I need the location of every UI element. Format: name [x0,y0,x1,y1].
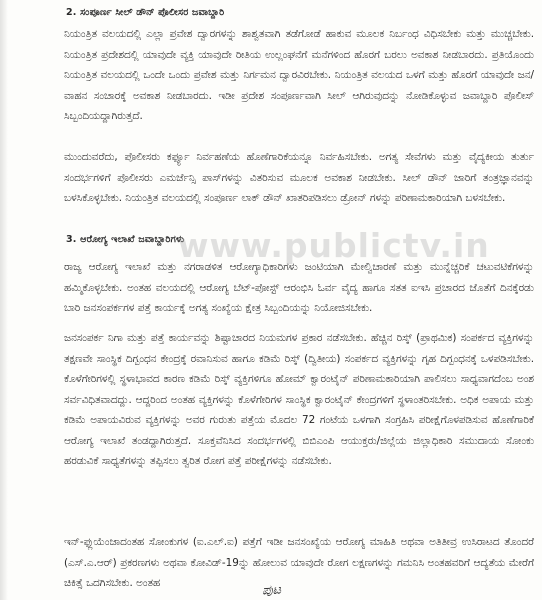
section-3-heading: 3. ಆರೋಗ್ಯ ಇಲಾಖೆ ಜವಾಬ್ದಾರಿಗಳು [66,234,185,245]
section-2-paragraph-1: ನಿಯಂತ್ರಿತ ವಲಯದಲ್ಲಿ ಎಲ್ಲಾ ಪ್ರವೇಶ ದ್ವಾರಗಳನ್ನು ಶಾಶ್ವತವಾಗಿ ತಡೆಗೋಡೆ ಹಾಕುವ ಮೂಲಕ ನಿರ್ಬಂಧ ವಿಧಿಸಬೇಕು ಮತ್ತು ಮುಚ್ಚಬೇಕು. ನಿಯಂತ್ರಿತ ಪ್ರದೇಶದಲ್ಲಿ ಯಾವುದೇ ವ್ಯಕ್ತಿ ಯಾವುದೇ ರೀತಿಯ ಉಲ್ಲಂಘನೆಗೆ ಮನೆಗಳಿಂದ ಹೊರಗೆ ಬರಲು ಅವಕಾಶ ನೀಡಬಾರದು. ಪ್ರತಿಯೊಂದು ನಿಯಂತ್ರಿತ ವಲಯದಲ್ಲಿ ಒಂದೇ ಒಂದು ಪ್ರವೇಶ ಮತ್ತು ನಿರ್ಗಮನ ದ್ವಾರವಿರಬೇಕು. ನಿಯಂತ್ರಿತ ವಲಯದ ಒಳಗೆ ಮತ್ತು ಹೊರಗೆ ಯಾವುದೇ ಜನ/ವಾಹನ ಸಂಚಾರಕ್ಕೆ ಅವಕಾಶ ನೀಡಬಾರದು. ಇಡೀ ಪ್ರದೇಶ ಸಂಪೂರ್ಣವಾಗಿ ಸೀಲ್ ಆಗಿರುವುದನ್ನು ನೋಡಿಕೊಳ್ಳುವ ಜವಾಬ್ದಾರಿ ಪೊಲೀಸ್ ಸಿಬ್ಬಂದಿಯದ್ದಾಗಿರುತ್ತದೆ. [64,28,534,122]
publictv-watermark: www.publictv.in [178,226,490,265]
section-3-paragraph-2: ಜನಸಂಪರ್ಕ ನಿಗಾ ಮತ್ತು ಪತ್ತೆ ಕಾರ್ಯವನ್ನು ಶಿಷ್ಟಾಚಾರದ ನಿಯಮಗಳ ಪ್ರಕಾರ ನಡೆಸಬೇಕು. ಹೆಚ್ಚಿನ ರಿಸ್ಕ್ (ಪ್ರಾಥಮಿಕ) ಸಂಪರ್ಕದ ವ್ಯಕ್ತಿಗಳನ್ನು ತಕ್ಷಣವೇ ಸಾಂಸ್ಥಿಕ ದಿಗ್ಬಂಧನ ಕೇಂದ್ರಕ್ಕೆ ರವಾನಿಸುವ ಹಾಗೂ ಕಡಿಮೆ ರಿಸ್ಕ್ (ದ್ವಿತೀಯ) ಸಂಪರ್ಕದ ವ್ಯಕ್ತಿಗಳನ್ನು ಗೃಹ ದಿಗ್ಬಂಧನಕ್ಕೆ ಒಳಪಡಿಸಬೇಕು. ಕೊಳೆಗೇರಿಗಳಲ್ಲಿ ಸ್ಥಳಾಭಾವದ ಕಾರಣ ಕಡಿಮೆ ರಿಸ್ಕ್ ವ್ಯಕ್ತಿಗಳಿಗೂ ಹೋಮ್ ಕ್ವಾರಂಟೈನ್ ಪರಿಣಾಮಕಾರಿಯಾಗಿ ಪಾಲಿಸಲು ಸಾಧ್ಯವಾಗದೆಂಬ ಅಂಶ ಸರ್ವವಿಧಿತವಾದದ್ದು. ಆದ್ದರಿಂದ ಅಂತಹ ವ್ಯಕ್ತಿಗಳನ್ನು ಕೊಳೆಗೇರಿಗಳ ಸಾಂಸ್ಥಿಕ ಕ್ವಾರಂಟೈನ್ ಕೇಂದ್ರಗಳಿಗೆ ಸ್ಥಳಾಂತರಿಸಬೇಕು. ಅಧಿಕ ಅಪಾಯ ಮತ್ತು ಕಡಿಮೆ ಅಪಾಯವಿರುವ ವ್ಯಕ್ತಿಗಳನ್ನು ಅವರ ಗುರುತು ಪತ್ತೆಯ ಮೊದಲ 72 ಗಂಟೆಯ ಒಳಗಾಗಿ ಸಂಗ್ರಹಿಸಿ ಪರೀಕ್ಷೆಗೊಳಪಡಿಸುವ ಹೊಣೆಗಾರಿಕೆ ಆರೋಗ್ಯ ಇಲಾಖೆ ತಂಡದ್ದಾಗಿರುತ್ತದೆ. ಸೂಕ್ತವೆನಿಸಿದ ಸಂದರ್ಭಗಳಲ್ಲಿ ಬಿಬಿಎಂಪಿ ಆಯುಕ್ತರು/ಜಿಲ್ಲೆಯ ಜಿಲ್ಲಾಧಿಕಾರಿ ಸಮುದಾಯ ಸೋಂಕು ಹರಡುವಿಕೆ ಸಾಧ್ಯತೆಗಳನ್ನು ತಪ್ಪಿಸಲು ತ್ವರಿತ ರೋಗ ಪತ್ತೆ ಪರೀಕ್ಷೆಗಳನ್ನು ನಡೆಸಬೇಕು. [64,332,534,467]
section-2-paragraph-2: ಮುಂದುವರೆದು, ಪೊಲೀಸರು ಕರ್ಫ್ಯೂ ನಿರ್ವಹಣೆಯ ಹೊಣೆಗಾರಿಕೆಯನ್ನೂ ನಿರ್ವಹಿಸಬೇಕು. ಅಗತ್ಯ ಸೇವೆಗಳು ಮತ್ತು ವೈದ್ಯಕೀಯ ತುರ್ತು ಸಂದರ್ಭಗಳಿಗೆ ಪೊಲೀಸರು ಎಮರ್ಜೆನ್ಸಿ ಪಾಸ್‌ಗಳನ್ನು ವಿತರಿಸುವ ಮೂಲಕ ಅವಕಾಶ ನೀಡಬೇಕು. ಸೀಲ್ ಡೌನ್ ಜಾರಿಗೆ ತಂತ್ರಜ್ಞಾನವನ್ನು ಬಳಸಿಕೊಳ್ಳಬೇಕು. ನಿಯಂತ್ರಿತ ವಲಯದಲ್ಲಿ ಸಂಪೂರ್ಣ ಲಾಕ್‌ ಡೌನ್ ಖಾತರಿಪಡಿಸಲು ಡ್ರೋನ್ ಗಳನ್ನು ಪರಿಣಾಮಕಾರಿಯಾಗಿ ಬಳಸಬೇಕು. [64,151,534,204]
section-2-heading: 2. ಸಂಪೂರ್ಣ ಸೀಲ್ ಡೌನ್ ಪೊಲೀಸರ ಜವಾಬ್ದಾರಿ [66,7,225,18]
section-3-paragraph-3: ಇನ್-ಫ್ಲುಯೆಂಜಾದಂತಹ ಸೋಂಕುಗಳ (ಐ.ಎಲ್.ಐ) ಪತ್ತೆಗೆ ಇಡೀ ಜನಸಂಖ್ಯೆಯ ಆರೋಗ್ಯ ಮಾಹಿತಿ ಅಥವಾ ಅತಿತೀವ್ರ ಉಸಿರಾಟದ ತೊಂದರೆ (ಎಸ್.ಎ.ಆರ್) ಪ್ರಕರಣಗಳು ಅಥವಾ ಕೋವಿಡ್-19ನ್ನು ಹೋಲುವ ಯಾವುದೇ ರೋಗ ಲಕ್ಷಣಗಳನ್ನು ಗಮನಿಸಿ ಅಂತಹವರಿಗೆ ಆದ್ಯತೆಯ ಮೇರೆಗೆ ಚಿಕಿತ್ಸೆ ಒದಗಿಸಬೇಕು. ಅಂತಹ [64,536,534,589]
page-number-mark: ಪುಟ [261,582,282,599]
scan-edge-shadow [0,0,8,600]
section-3-paragraph-1: ರಾಜ್ಯ ಆರೋಗ್ಯ ಇಲಾಖೆ ಮತ್ತು ನಗರಾಡಳಿತ ಆರೋಗ್ಯಾಧಿಕಾರಿಗಳು ಜಂಟಿಯಾಗಿ ಮೇಲ್ವಿಚಾರಣೆ ಮತ್ತು ಮುನ್ನೆಚ್ಚರಿಕೆ ಚಟುವಟಿಕೆಗಳನ್ನು ಹಮ್ಮಿಕೊಳ್ಳಬೇಕು. ಅಂತಹ ವಲಯದಲ್ಲಿ ಆರೋಗ್ಯ ಬೆಟ್-ಪೋಸ್ಟ್ ಆರಂಭಿಸಿ ಓರ್ವ ವೈದ್ಯ ಹಾಗೂ ಸತತ ಐಇಸಿ ಪ್ರಚಾರದ ಜೊತೆಗೆ ದಿನಕ್ಕೆರಡು ಬಾರಿ ಜನಸಂಪರ್ಕಗಳ ಪತ್ತೆ ಕಾರ್ಯಕ್ಕೆ ಅಗತ್ಯ ಸಂಖ್ಯೆಯ ಕ್ಷೇತ್ರ ಸಿಬ್ಬಂದಿಯನ್ನು ನಿಯೋಜಿಸಬೇಕು. [64,261,534,314]
